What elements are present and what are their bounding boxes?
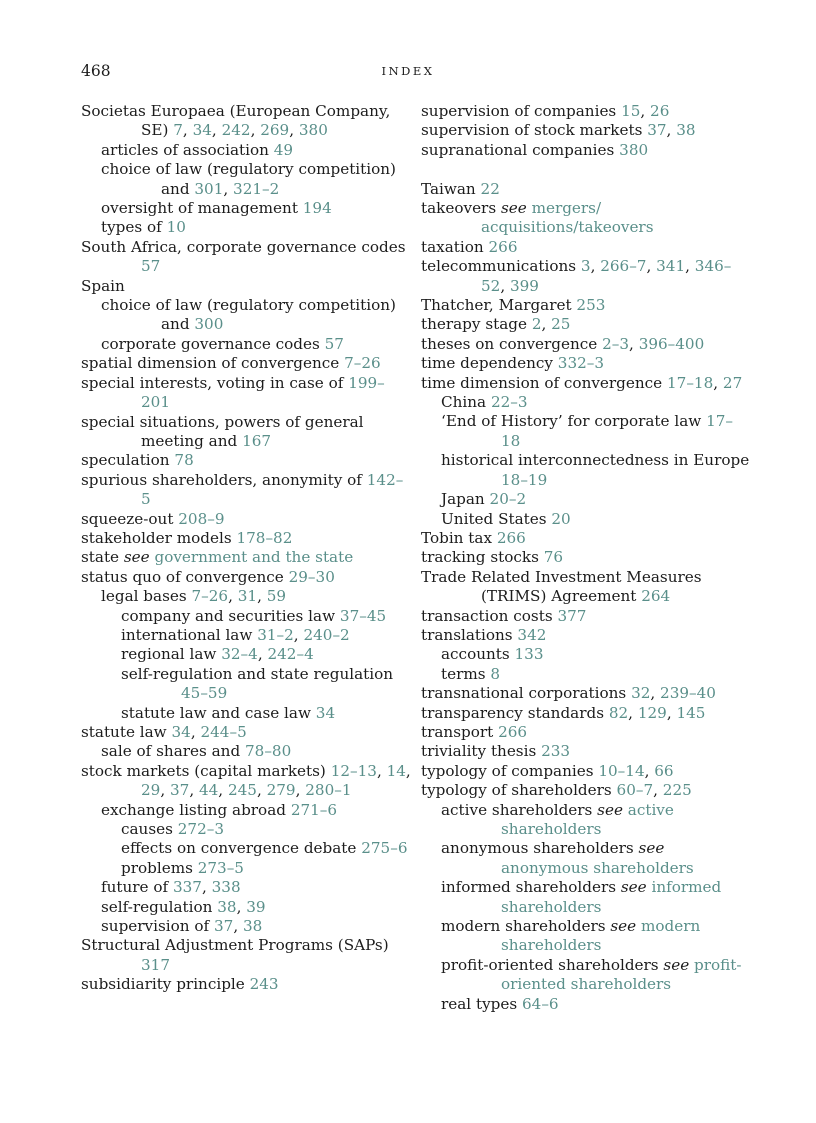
entry-text: , xyxy=(628,703,638,722)
entry-text: ‘End of History’ for corporate law xyxy=(441,412,707,431)
index-subentry xyxy=(81,859,411,878)
entry-text: modern shareholders xyxy=(441,917,611,936)
page-reference-link[interactable]: 341 xyxy=(656,257,686,276)
page-reference-link[interactable]: 37 xyxy=(647,121,667,140)
entry-text: speculation xyxy=(81,451,175,470)
see-reference: see xyxy=(620,878,647,897)
index-subentry xyxy=(81,626,411,645)
page-reference-link[interactable]: 60–7 xyxy=(616,781,654,800)
page-reference-link[interactable]: 233 xyxy=(541,742,571,761)
entry-text: transport xyxy=(421,722,499,741)
entry-text: subsidiarity principle xyxy=(81,975,250,994)
page-reference-link[interactable]: 273–5 xyxy=(197,858,244,877)
entry-text: Thatcher, Margaret xyxy=(421,296,577,315)
entry-text: special interests, voting in case of xyxy=(81,373,349,392)
entry-text: , xyxy=(500,276,510,295)
entry-text: choice of law (regulatory competition) and xyxy=(101,160,396,198)
entry-text: transnational corporations xyxy=(421,684,632,703)
index-entry xyxy=(421,296,751,315)
index-entry xyxy=(81,975,411,994)
index-entry xyxy=(421,723,751,742)
index-subentry xyxy=(421,956,751,995)
index-entry xyxy=(421,374,751,393)
index-entry xyxy=(81,238,411,277)
entry-text: special situations, powers of general meeting and xyxy=(81,412,364,450)
page-reference-link[interactable]: 57 xyxy=(141,257,161,276)
page-reference-link[interactable]: 244–5 xyxy=(200,723,247,741)
index-entry xyxy=(421,529,751,548)
page-reference-link[interactable]: 44 xyxy=(198,781,219,800)
page-reference-link[interactable]: 242 xyxy=(221,121,251,140)
entry-text: exchange listing abroad xyxy=(101,800,291,819)
page-reference-link[interactable]: 7 xyxy=(173,121,183,140)
page-reference-link[interactable]: 29–30 xyxy=(288,567,335,586)
entry-text: , xyxy=(646,257,657,276)
page-reference-link[interactable]: 82 xyxy=(608,703,629,722)
page-reference-link[interactable]: 37 xyxy=(213,917,234,936)
index-entry xyxy=(81,510,411,529)
entry-text: time dependency xyxy=(421,354,558,373)
page-reference-link[interactable]: 266 xyxy=(496,528,526,547)
entry-text: therapy stage xyxy=(421,315,532,334)
entry-text: , xyxy=(250,121,261,140)
entry-text: choice of law (regulatory competition) and xyxy=(101,296,396,334)
index-subentry xyxy=(81,199,411,218)
entry-text: oversight of management xyxy=(101,199,303,218)
entry-text: , xyxy=(160,781,170,800)
see-reference: see xyxy=(610,917,637,936)
page-reference-link[interactable]: 346–52 xyxy=(481,257,732,295)
index-entry xyxy=(421,607,751,626)
see-reference: see xyxy=(638,839,665,858)
index-entry xyxy=(421,568,751,607)
running-head: INDEX xyxy=(381,64,435,78)
page-reference-link[interactable]: 264 xyxy=(641,587,671,606)
entry-text: , xyxy=(228,587,238,606)
entry-text: , xyxy=(685,257,695,276)
index-entry xyxy=(421,354,751,373)
page-reference-link[interactable]: 338 xyxy=(211,878,241,897)
entry-text: squeeze-out xyxy=(81,509,179,528)
index-subentry xyxy=(421,412,751,451)
index-subentry xyxy=(81,296,411,335)
index-subentry xyxy=(421,451,751,490)
index-subentry xyxy=(81,801,411,820)
entry-text: company and securities law xyxy=(121,606,340,625)
entry-text: supranational companies xyxy=(421,140,620,159)
entry-text: future of xyxy=(101,878,173,897)
entry-text: taxation xyxy=(421,237,489,256)
see-reference: see xyxy=(500,199,527,218)
page-reference-link[interactable]: 271–6 xyxy=(290,800,338,819)
page-reference-link[interactable]: 142–5 xyxy=(141,470,404,509)
page-reference-link[interactable]: 10–14 xyxy=(598,761,645,780)
entry-text: , xyxy=(376,761,387,780)
entry-text: , xyxy=(653,781,663,800)
page-reference-link[interactable]: mergers/ acquisitions/takeovers xyxy=(481,199,654,237)
page-reference-link[interactable]: 240–2 xyxy=(303,625,350,644)
entry-text: supervision of companies xyxy=(421,102,622,120)
index-column-left xyxy=(81,102,411,995)
entry-text: , xyxy=(189,781,199,800)
page-reference-link[interactable]: 31–2 xyxy=(257,625,294,644)
entry-text: time dimension of convergence xyxy=(421,373,667,392)
entry-text: supervision of xyxy=(101,917,214,936)
entry-text: theses on convergence xyxy=(421,334,603,353)
page-reference-link[interactable]: 66 xyxy=(654,761,674,780)
page-reference-link[interactable]: 18–19 xyxy=(501,470,548,489)
page-reference-link[interactable]: informed shareholders xyxy=(501,878,722,916)
entry-text: , xyxy=(713,373,723,392)
entry-text: , xyxy=(233,917,243,936)
entry-text: spurious shareholders, anonymity of xyxy=(81,470,367,489)
page-reference-link[interactable]: 2 xyxy=(531,315,542,334)
page-reference-link[interactable]: 275–6 xyxy=(361,839,408,858)
entry-text: accounts xyxy=(441,645,515,664)
page-reference-link[interactable]: 145 xyxy=(676,703,706,722)
entry-text: transparency standards xyxy=(421,703,609,722)
index-subentry xyxy=(81,218,411,237)
entry-text: profit-oriented shareholders xyxy=(441,955,664,974)
entry-text: historical interconnectedness in Europe xyxy=(441,451,750,470)
page-reference-link[interactable]: 396–400 xyxy=(638,334,705,353)
page-reference-link[interactable]: 17–18 xyxy=(501,412,733,450)
index-entry xyxy=(421,762,751,781)
page-reference-link[interactable]: 269 xyxy=(260,121,290,140)
page-reference-link[interactable]: government and the state xyxy=(154,548,354,567)
page-reference-link[interactable]: 22–3 xyxy=(490,393,528,412)
page-reference-link[interactable]: 133 xyxy=(514,645,544,664)
index-entry xyxy=(421,704,751,723)
page-reference-link[interactable]: 300 xyxy=(194,315,224,334)
page-reference-link[interactable]: 45–59 xyxy=(181,684,228,703)
index-subentry xyxy=(81,704,411,723)
page-reference-link[interactable]: 337 xyxy=(172,878,202,897)
entry-text: , xyxy=(629,334,639,353)
index-entry xyxy=(421,238,751,257)
page-reference-link[interactable]: 266 xyxy=(488,237,518,256)
page-reference-link[interactable]: 32 xyxy=(631,684,651,703)
index-entry xyxy=(421,102,751,121)
page-reference-link[interactable]: 37 xyxy=(169,781,190,800)
page-reference-link[interactable]: anonymous shareholders xyxy=(501,858,694,877)
entry-text: Trade Related Investment Measures (TRIMS) Agreement xyxy=(421,567,702,606)
entry-text: statute law xyxy=(81,723,172,741)
index-entry xyxy=(421,548,751,567)
page-reference-link[interactable]: 208–9 xyxy=(178,509,225,528)
page-reference-link[interactable]: 167 xyxy=(242,431,272,450)
index-entry xyxy=(81,723,411,742)
entry-text: active shareholders xyxy=(441,800,598,819)
entry-text: , xyxy=(666,121,677,140)
entry-text: , xyxy=(590,257,601,276)
entry-text: spatial dimension of convergence xyxy=(81,354,345,373)
entry-text: translations xyxy=(421,625,518,644)
entry-text: , xyxy=(650,684,661,703)
entry-text: corporate governance codes xyxy=(101,334,325,353)
index-entry xyxy=(81,471,411,510)
entry-text: , xyxy=(211,121,222,140)
index-entry xyxy=(421,626,751,645)
entry-text: supervision of stock markets xyxy=(421,121,648,140)
index-entry xyxy=(421,257,751,296)
page-reference-link[interactable]: 301 xyxy=(194,179,224,198)
index-subentry xyxy=(421,645,751,664)
page-reference-link[interactable]: 49 xyxy=(273,140,294,159)
page-reference-link[interactable]: 34 xyxy=(171,723,191,741)
page-reference-link[interactable]: 38 xyxy=(676,121,696,140)
entry-text: causes xyxy=(121,820,178,839)
page-reference-link[interactable]: 37–45 xyxy=(339,606,387,625)
page-reference-link[interactable]: 8 xyxy=(490,664,501,683)
entry-text: , xyxy=(541,315,552,334)
index-entry xyxy=(81,277,411,296)
index-subentry xyxy=(421,995,751,1014)
entry-text: Societas Europaea (European Company, SE) xyxy=(81,102,391,140)
entry-text: , xyxy=(257,587,267,606)
entry-text: , xyxy=(236,897,247,916)
entry-text: sale of shares and xyxy=(101,742,245,761)
index-subentry xyxy=(421,917,751,956)
index-subentry xyxy=(421,801,751,840)
see-reference: see xyxy=(597,800,623,819)
index-entry xyxy=(81,102,411,141)
entry-text: , xyxy=(201,878,212,897)
page-reference-link[interactable]: 78–80 xyxy=(245,742,292,761)
page-reference-link[interactable]: 14 xyxy=(386,761,406,780)
page-reference-link[interactable]: 332–3 xyxy=(557,354,605,373)
entry-text: , xyxy=(257,645,268,664)
page-reference-link[interactable]: 3 xyxy=(580,257,591,276)
index-subentry xyxy=(421,490,751,509)
index-entry xyxy=(81,451,411,470)
index-subentry xyxy=(81,607,411,626)
page-reference-link[interactable]: 399 xyxy=(509,276,539,295)
entry-text: Structural Adjustment Programs (SAPs) xyxy=(81,936,389,955)
page-reference-link[interactable]: 279 xyxy=(266,781,296,800)
entry-text: telecommunications xyxy=(421,257,581,276)
index-entry xyxy=(81,568,411,587)
entry-text: self-regulation and state regulation xyxy=(121,664,394,683)
index-entry xyxy=(421,121,751,140)
page-reference-link[interactable]: 129 xyxy=(637,703,667,722)
entry-text: , xyxy=(182,121,193,140)
index-subentry xyxy=(81,742,411,761)
entry-text: , xyxy=(256,781,267,800)
page-reference-link[interactable]: 38 xyxy=(242,917,263,936)
entry-text: articles of association xyxy=(101,140,274,159)
page-reference-link[interactable]: 317 xyxy=(141,955,170,974)
entry-text: transaction costs xyxy=(421,606,558,625)
index-entry xyxy=(81,529,411,548)
index-subentry xyxy=(81,917,411,936)
index-entry xyxy=(81,413,411,452)
page-reference-link[interactable]: 34 xyxy=(192,121,212,140)
index-entry xyxy=(421,742,751,761)
page-reference-link[interactable]: 57 xyxy=(324,334,344,353)
index-subentry xyxy=(81,898,411,917)
page-reference-link[interactable]: 64–6 xyxy=(522,994,559,1013)
entry-text: anonymous shareholders xyxy=(441,839,639,858)
page-reference-link[interactable]: 7–26 xyxy=(191,587,229,606)
entry-text: triviality thesis xyxy=(421,742,542,761)
entry-text: Tobin tax xyxy=(421,528,497,547)
entry-text: South Africa, corporate governance codes xyxy=(81,237,406,256)
page-reference-link[interactable]: 38 xyxy=(217,897,237,916)
entry-text: Spain xyxy=(81,276,125,295)
index-entry xyxy=(81,354,411,373)
index-subentry xyxy=(81,335,411,354)
page-reference-link[interactable]: 266 xyxy=(498,722,528,741)
entry-text: typology of companies xyxy=(421,761,599,780)
entry-text: international law xyxy=(121,625,258,644)
page-reference-link[interactable]: 342 xyxy=(517,625,547,644)
page-reference-link[interactable]: 20 xyxy=(551,509,571,528)
page-reference-link[interactable]: 280–1 xyxy=(305,781,352,800)
page-reference-link[interactable]: 59 xyxy=(266,587,287,606)
entry-text: stock markets (capital markets) xyxy=(81,761,331,780)
index-entry xyxy=(421,180,751,199)
index-subentry xyxy=(81,665,411,704)
page-reference-link[interactable]: 380 xyxy=(619,140,649,159)
index-subentry xyxy=(421,839,751,878)
page-reference-link[interactable]: 2–3 xyxy=(602,334,630,353)
index-entry xyxy=(421,315,751,334)
entry-text: , xyxy=(289,121,299,140)
page-reference-link[interactable]: 7–26 xyxy=(344,354,381,373)
index-entry xyxy=(421,141,751,160)
entry-text: informed shareholders xyxy=(441,878,621,897)
page-reference-link[interactable]: 22 xyxy=(480,179,500,198)
page-reference-link[interactable]: 78 xyxy=(174,451,194,470)
page-reference-link[interactable]: 272–3 xyxy=(177,820,224,839)
page-reference-link[interactable]: 243 xyxy=(249,975,279,994)
index-entry xyxy=(81,374,411,413)
index-entry xyxy=(81,762,411,801)
entry-text: regional law xyxy=(121,645,222,664)
index-subentry xyxy=(81,587,411,606)
entry-text: , xyxy=(218,781,228,800)
page-reference-link[interactable]: 31 xyxy=(237,587,258,606)
index-subentry xyxy=(81,141,411,160)
entry-text: types of xyxy=(101,218,167,237)
index-subentry xyxy=(81,160,411,199)
entry-text: United States xyxy=(441,509,552,528)
index-subentry xyxy=(421,393,751,412)
entry-text: , xyxy=(405,761,411,780)
see-reference: see xyxy=(123,548,150,567)
page-reference-link[interactable]: 17–18 xyxy=(667,373,714,392)
entry-text: self-regulation xyxy=(101,897,218,916)
index-subentry xyxy=(421,510,751,529)
entry-text: status quo of convergence xyxy=(81,567,289,586)
page-reference-link[interactable]: 245 xyxy=(227,781,257,800)
entry-text: Japan xyxy=(441,490,490,509)
page-number: 468 xyxy=(81,62,111,80)
entry-text: , xyxy=(640,102,651,120)
entry-text: , xyxy=(295,781,306,800)
entry-text: typology of shareholders xyxy=(421,781,617,800)
page-reference-link[interactable]: 199–201 xyxy=(141,373,385,412)
entry-text: tracking stocks xyxy=(421,548,544,567)
index-column-right xyxy=(421,102,751,1014)
page-reference-link[interactable]: 253 xyxy=(576,296,606,315)
page-reference-link[interactable]: 10 xyxy=(166,218,186,237)
index-subentry xyxy=(81,820,411,839)
entry-text: real types xyxy=(441,994,523,1013)
page-reference-link[interactable]: 20–2 xyxy=(489,490,527,509)
page-reference-link[interactable]: 380 xyxy=(298,121,328,140)
entry-text: legal bases xyxy=(101,587,192,606)
page-reference-link[interactable]: 266–7 xyxy=(600,257,647,276)
index-subentry xyxy=(421,878,751,917)
index-subentry xyxy=(81,645,411,664)
index-subentry xyxy=(81,839,411,858)
page-reference-link[interactable]: 239–40 xyxy=(660,684,716,703)
index-subentry xyxy=(81,878,411,897)
index-entry xyxy=(421,781,751,800)
index-subentry xyxy=(421,665,751,684)
entry-text: , xyxy=(666,703,677,722)
page-reference-link[interactable]: 29 xyxy=(141,781,161,800)
index-entry xyxy=(421,199,751,238)
page-reference-link[interactable]: 15 xyxy=(621,102,641,120)
entry-text: Taiwan xyxy=(421,179,481,198)
page-reference-link[interactable]: 12–13 xyxy=(330,761,377,780)
entry-text: problems xyxy=(121,858,198,877)
entry-text: China xyxy=(441,393,491,412)
page-reference-link[interactable]: 377 xyxy=(557,606,587,625)
entry-text: statute law and case law xyxy=(121,703,316,722)
entry-text: takeovers xyxy=(421,199,501,218)
entry-text: , xyxy=(644,761,655,780)
page-reference-link[interactable]: 34 xyxy=(315,703,336,722)
index-entry xyxy=(421,684,751,703)
page-reference-link[interactable]: 178–82 xyxy=(236,528,293,547)
page-reference-link[interactable]: 76 xyxy=(543,548,564,567)
page-reference-link[interactable]: 27 xyxy=(722,373,743,392)
page-reference-link[interactable]: active shareholders xyxy=(501,800,674,839)
entry-text: stakeholder models xyxy=(81,528,237,547)
page-reference-link[interactable]: 39 xyxy=(246,897,266,916)
entry-text: effects on convergence debate xyxy=(121,839,362,858)
page-reference-link[interactable]: 26 xyxy=(650,102,670,120)
index-entry xyxy=(81,548,411,567)
entry-text: , xyxy=(293,625,304,644)
page-reference-link[interactable]: 25 xyxy=(551,315,571,334)
page-reference-link[interactable]: 321–2 xyxy=(233,179,280,198)
page-reference-link[interactable]: modern shareholders xyxy=(501,917,701,955)
page-reference-link[interactable]: 32–4 xyxy=(221,645,258,664)
entry-text: terms xyxy=(441,664,491,683)
page-reference-link[interactable]: 194 xyxy=(302,199,332,218)
page-reference-link[interactable]: 225 xyxy=(662,781,692,800)
entry-text: state xyxy=(81,548,124,567)
index-entry xyxy=(421,335,751,354)
page-reference-link[interactable]: profit-oriented shareholders xyxy=(501,955,742,994)
see-reference: see xyxy=(663,955,690,974)
entry-text: , xyxy=(190,723,201,741)
entry-text: , xyxy=(223,179,234,198)
index-entry xyxy=(81,936,411,975)
page-reference-link[interactable]: 242–4 xyxy=(267,645,314,664)
